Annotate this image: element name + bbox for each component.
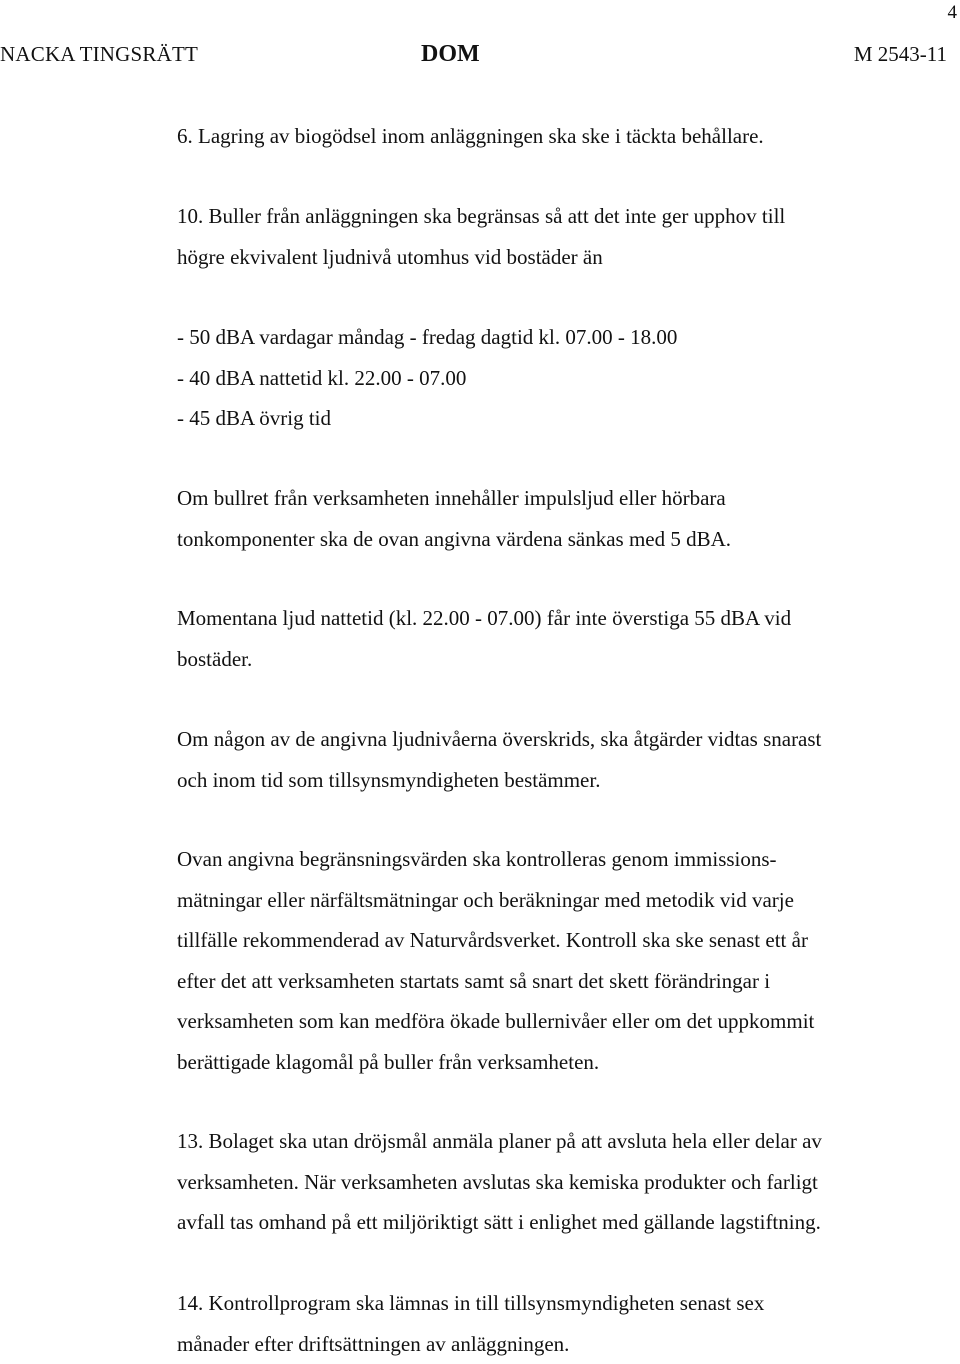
condition-14 xyxy=(177,1283,917,1364)
text-line: Momentana ljud nattetid (kl. 22.00 - 07.00) får inte överstiga 55 dBA vid xyxy=(177,598,917,639)
text-line: berättigade klagomål på buller från verksamheten. xyxy=(177,1042,917,1083)
control-paragraph xyxy=(177,839,917,1082)
document-type: DOM xyxy=(421,41,480,68)
case-number: M 2543-11 xyxy=(854,42,947,67)
condition-6 xyxy=(177,116,917,157)
limit-item: - 50 dBA vardagar måndag - fredag dagtid kl. 07.00 - 18.00 xyxy=(177,317,917,358)
text-line: efter det att verksamheten startats samt så snart det skett förändringar i xyxy=(177,961,917,1002)
momentary-noise-paragraph xyxy=(177,598,917,679)
text-line: högre ekvivalent ljudnivå utomhus vid bostäder än xyxy=(177,237,917,278)
impulse-noise-paragraph xyxy=(177,478,917,559)
text-line: bostäder. xyxy=(177,639,917,680)
text-line: verksamheten som kan medföra ökade bullernivåer eller om det uppkommit xyxy=(177,1001,917,1042)
limit-item: - 45 dBA övrig tid xyxy=(177,398,917,439)
text-line: 10. Buller från anläggningen ska begränsas så att det inte ger upphov till xyxy=(177,196,917,237)
text-line: Om någon av de angivna ljudnivåerna överskrids, ska åtgärder vidtas snarast xyxy=(177,719,917,760)
text-line: Ovan angivna begränsningsvärden ska kontrolleras genom immissions- xyxy=(177,839,917,880)
text-line: tonkomponenter ska de ovan angivna värdena sänkas med 5 dBA. xyxy=(177,519,917,560)
text-line: 14. Kontrollprogram ska lämnas in till tillsynsmyndigheten senast sex xyxy=(177,1283,917,1324)
text-line: 13. Bolaget ska utan dröjsmål anmäla planer på att avsluta hela eller delar av xyxy=(177,1121,917,1162)
page-number: 4 xyxy=(948,2,958,24)
text-line: avfall tas omhand på ett miljöriktigt sätt i enlighet med gällande lagstiftning. xyxy=(177,1202,917,1243)
condition-10 xyxy=(177,196,917,277)
exceedance-paragraph xyxy=(177,719,917,800)
text-line: mätningar eller närfältsmätningar och beräkningar med metodik vid varje xyxy=(177,880,917,921)
text-line: månader efter driftsättningen av anläggningen. xyxy=(177,1324,917,1364)
text-line: Om bullret från verksamheten innehåller impulsljud eller hörbara xyxy=(177,478,917,519)
noise-limits-list xyxy=(177,317,917,439)
court-name: NACKA TINGSRÄTT xyxy=(0,42,198,67)
text-line: verksamheten. När verksamheten avslutas ska kemiska produkter och farligt xyxy=(177,1162,917,1203)
text-line: 6. Lagring av biogödsel inom anläggningen ska ske i täckta behållare. xyxy=(177,116,917,157)
text-line: och inom tid som tillsynsmyndigheten bestämmer. xyxy=(177,760,917,801)
condition-13 xyxy=(177,1121,917,1243)
text-line: tillfälle rekommenderad av Naturvårdsverket. Kontroll ska ske senast ett år xyxy=(177,920,917,961)
limit-item: - 40 dBA nattetid kl. 22.00 - 07.00 xyxy=(177,358,917,399)
document-header xyxy=(0,42,947,72)
